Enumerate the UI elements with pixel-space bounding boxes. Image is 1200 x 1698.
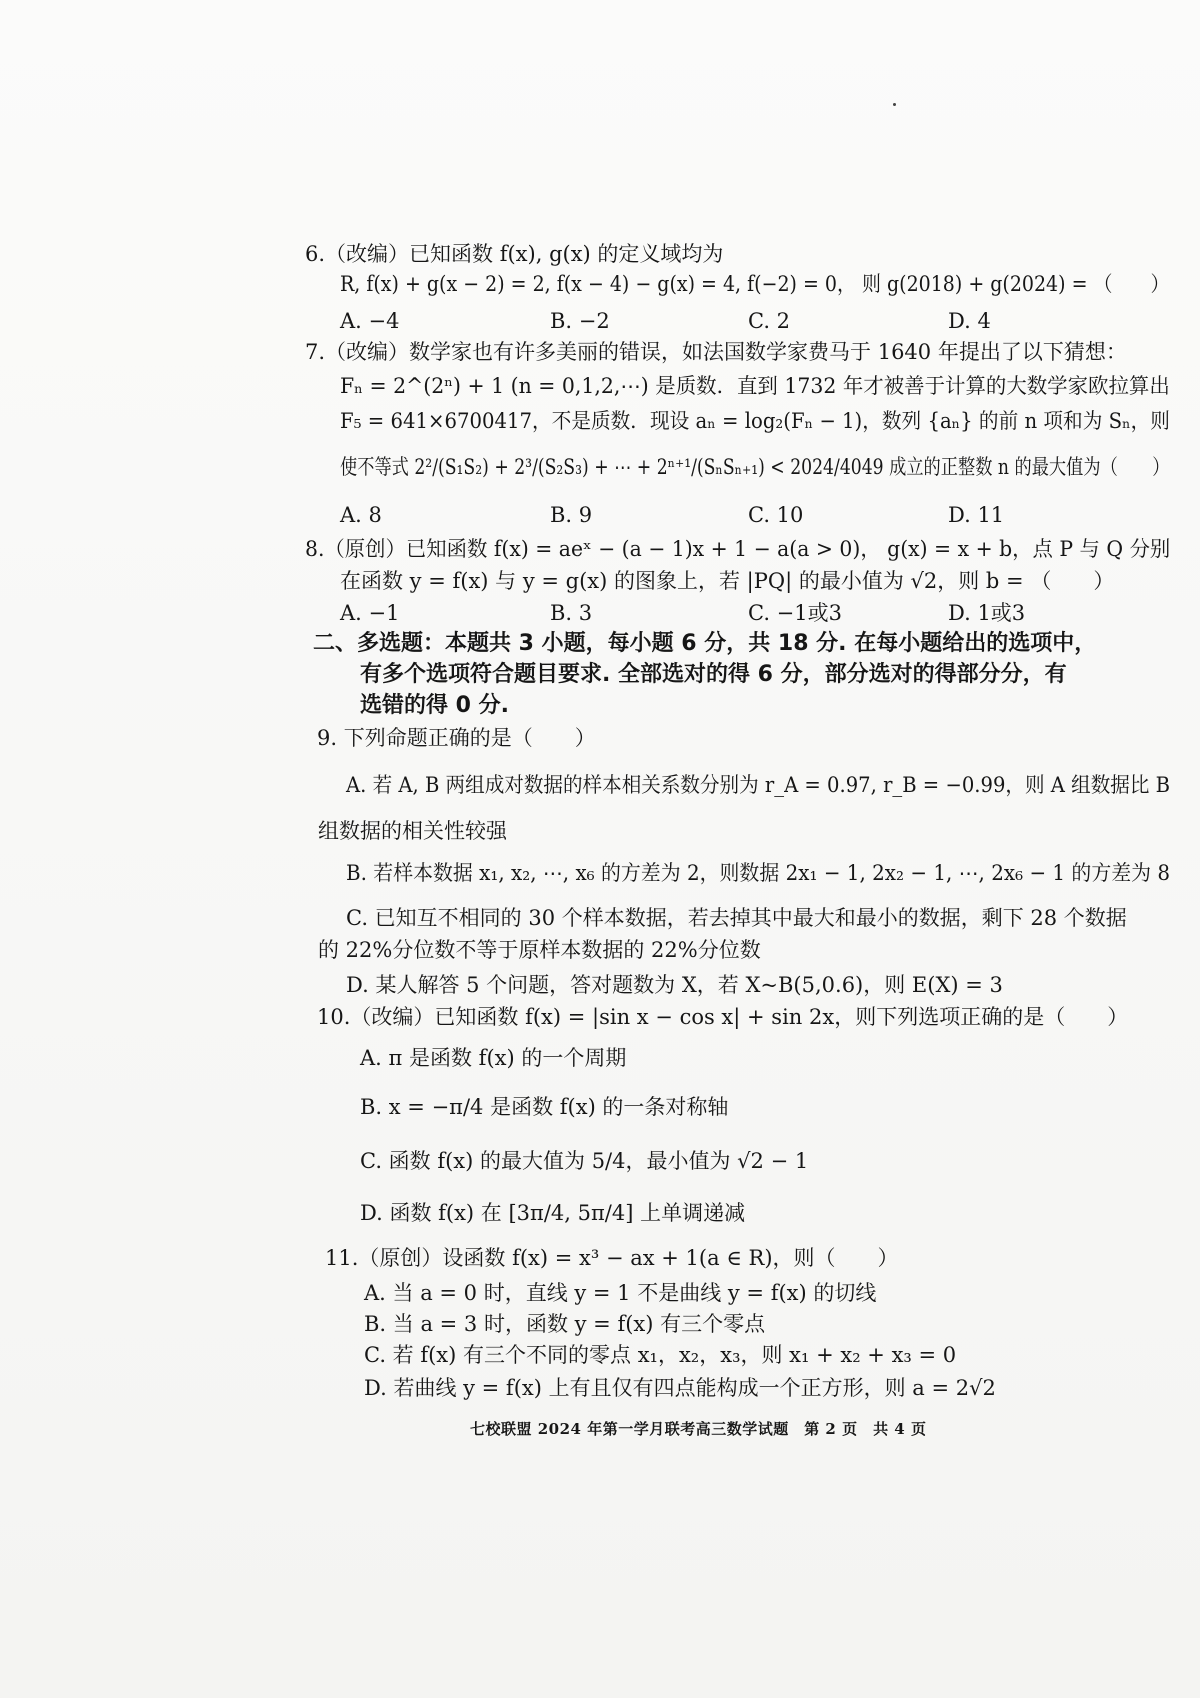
q8-option-b: B. 3 [550, 601, 593, 625]
q8-option-a: A. −1 [340, 601, 400, 625]
q6-line-2: R, f(x) + g(x − 2) = 2, f(x − 4) − g(x) = 4, f(−2) = 0， 则 g(2018) + g(2024) = （ ） [340, 272, 1170, 296]
q11-option-a: A. 当 a = 0 时，直线 y = 1 不是曲线 y = f(x) 的切线 [364, 1281, 877, 1305]
q10-option-d: D. 函数 f(x) 在 [3π/4, 5π/4] 上单调递减 [360, 1201, 746, 1225]
q7-line-2: Fₙ = 2^(2ⁿ) + 1 (n = 0,1,2,⋯) 是质数．直到 1732 年才被善于计算的大数学家欧拉算出 [340, 374, 1170, 398]
q8-option-d: D. 1或3 [948, 601, 1026, 625]
q6-option-b: B. −2 [550, 309, 610, 333]
q9-option-a-line-1: A. 若 A, B 两组成对数据的样本相关系数分别为 r_A = 0.97, r_B = −0.99，则 A 组数据比 B [346, 773, 1171, 797]
q10-option-a: A. π 是函数 f(x) 的一个周期 [360, 1046, 627, 1070]
section-2-heading-line-3: 选错的得 0 分. [360, 693, 509, 718]
q7-line-4: 使不等式 2²/(S₁S₂) + 2³/(S₂S₃) + ⋯ + 2ⁿ⁺¹/(SₙSₙ₊₁) < 2024/4049 成立的正整数 n 的最大值为（ ） [340, 455, 1170, 479]
page-footer: 七校联盟 2024 年第一学月联考高三数学试题 第 2 页 共 4 页 [470, 1420, 927, 1438]
q9-option-d: D. 某人解答 5 个问题，答对题数为 X，若 X~B(5,0.6)，则 E(X) = 3 [346, 973, 1003, 997]
q8-option-c: C. −1或3 [748, 601, 842, 625]
q11-option-b: B. 当 a = 3 时，函数 y = f(x) 有三个零点 [364, 1312, 766, 1336]
q7-line-1: 7.（改编）数学家也有许多美丽的错误，如法国数学家费马于 1640 年提出了以下猜想： [305, 340, 1127, 364]
q9-option-c-line-1: C. 已知互不相同的 30 个样本数据，若去掉其中最大和最小的数据，剩下 28 个数据 [346, 906, 1127, 930]
q7-line-3: F₅ = 641×6700417，不是质数．现设 aₙ = log₂(Fₙ − 1)，数列 {aₙ} 的前 n 项和为 Sₙ，则 [340, 409, 1170, 433]
q6-option-c: C. 2 [748, 309, 791, 333]
q11-stem: 11.（原创）设函数 f(x) = x³ − ax + 1(a ∈ R)，则（ ） [325, 1246, 899, 1270]
q7-option-a: A. 8 [340, 503, 382, 527]
q10-stem: 10.（改编）已知函数 f(x) = |sin x − cos x| + sin 2x，则下列选项正确的是（ ） [317, 1005, 1129, 1029]
q9-option-a-line-2: 组数据的相关性较强 [318, 819, 507, 843]
q8-line-2: 在函数 y = f(x) 与 y = g(x) 的图象上，若 |PQ| 的最小值为 √2，则 b = （ ） [340, 569, 1115, 593]
q7-option-d: D. 11 [948, 503, 1005, 527]
q6-option-d: D. 4 [948, 309, 991, 333]
speck [893, 103, 896, 106]
q9-option-b: B. 若样本数据 x₁, x₂, ⋯, x₆ 的方差为 2，则数据 2x₁ − 1, 2x₂ − 1, ⋯, 2x₆ − 1 的方差为 8 [346, 861, 1171, 885]
q11-option-c: C. 若 f(x) 有三个不同的零点 x₁，x₂，x₃，则 x₁ + x₂ + x₃ = 0 [364, 1343, 957, 1367]
section-2-heading-line-1: 二、多选题：本题共 3 小题，每小题 6 分，共 18 分. 在每小题给出的选项中， [313, 631, 1097, 656]
q9-stem: 9. 下列命题正确的是（ ） [317, 726, 596, 750]
section-2-heading-line-2: 有多个选项符合题目要求. 全部选对的得 6 分，部分选对的得部分分，有 [360, 662, 1067, 687]
q7-option-c: C. 10 [748, 503, 804, 527]
q8-line-1: 8.（原创）已知函数 f(x) = aeˣ − (a − 1)x + 1 − a(a > 0)， g(x) = x + b，点 P 与 Q 分别 [305, 537, 1171, 561]
q10-option-b: B. x = −π/4 是函数 f(x) 的一条对称轴 [360, 1095, 729, 1119]
q7-option-b: B. 9 [550, 503, 593, 527]
q9-option-c-line-2: 的 22%分位数不等于原样本数据的 22%分位数 [318, 938, 761, 962]
q6-line-1: 6.（改编）已知函数 f(x), g(x) 的定义域均为 [305, 242, 724, 266]
q10-option-c: C. 函数 f(x) 的最大值为 5/4，最小值为 √2 − 1 [360, 1149, 809, 1173]
q11-option-d: D. 若曲线 y = f(x) 上有且仅有四点能构成一个正方形，则 a = 2√2 [364, 1376, 996, 1400]
q6-option-a: A. −4 [340, 309, 400, 333]
